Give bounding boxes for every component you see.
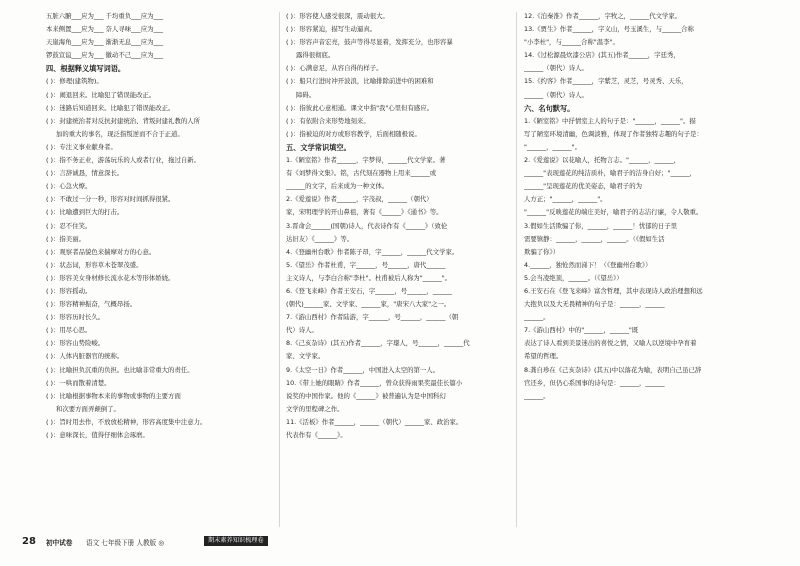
question-line: 家，宋明理学的开山鼻祖，著有《______》《通书》等。 [286, 208, 443, 217]
question-line: 五脏六腑___应为___ 千均重负___应为___ [46, 12, 164, 20]
question-line: ( )：形容历时长久。 [46, 313, 105, 322]
question-line: ( )：船只行进时冲开波浪，比喻排除前进中的困难和 [286, 77, 434, 86]
question-line: ( )：修理(建筑物)。 [46, 77, 103, 86]
question-line: 4.《登幽州台歌》作者陈子昂，字______，______代文学家。 [286, 247, 459, 256]
question-line: 人方正；"______，______"。 [524, 195, 607, 204]
question-line: ______。 [524, 313, 550, 322]
question-line: 锣鼓宣谊___应为___ 徽动不己___应为___ [46, 51, 164, 60]
question-line: 主义诗人，与李白合称"李杜"。杜甫被后人称为"______"。 [286, 273, 452, 282]
question-line: ( )：形容声音宏亮，鼓声等得尽显着，发挥充分，也形容暴 [286, 38, 453, 47]
question-line: ( )：指彼此心意相通。课文中指"我"心里但有感应。 [286, 103, 434, 112]
column-divider-1 [279, 12, 280, 527]
book-name: 初中试卷 [46, 539, 73, 547]
question-line: ( )：迷路后知道回来。比喻犯了错误能改正。 [46, 103, 175, 112]
question-line: "______，______"。 [524, 142, 582, 151]
question-line: 文学的里程碑之作。 [286, 404, 344, 413]
section-heading: 四、根据释义填写词语。 [46, 64, 126, 74]
question-line: ( )：比喻根据事物本来的事物或事物的主要方面 [46, 391, 181, 400]
question-line: ( )：闹退回来。比喻犯了错误能改正。 [46, 90, 156, 99]
question-line: ( )：形容精神振奋，气概昂扬。 [46, 300, 137, 309]
question-line: ( )：有依附合来形势地刻来。 [286, 116, 370, 125]
question-line: ( )：旨时用去作，不放放松精神，形容高度集中注意力。 [46, 417, 207, 426]
question-line: ( )：心急火燎。 [46, 182, 92, 191]
question-line: 7.《游山西村》中的"______，______"既 [524, 326, 639, 335]
question-line: ( )：言辞诚恳，情意深长。 [46, 169, 124, 178]
question-line: ( )：专注义事业献身者。 [46, 142, 117, 151]
right-column [524, 10, 760, 403]
question-line: 1.《陋室铭》作者______，字梦得，______代文学家。著 [286, 156, 446, 165]
question-line: 4.______，独怆然而涕下！（《登幽州台歌》） [524, 260, 652, 269]
question-line: 希望的哲理。 [524, 352, 563, 361]
volume-badge: 期末素养知识梳理卷 [204, 536, 268, 546]
question-line: ( )：形容山势险峻。 [46, 339, 105, 348]
question-line: 5.《望岳》作者杜甫，字______，号______，唐代______ [286, 260, 446, 269]
question-line: 6.《登飞来峰》作者王安石，字______，号______，______ [286, 286, 452, 295]
question-line: ( )：形容美女身材修长流水花木等形体娇娆。 [46, 273, 175, 282]
question-line: 8.《己亥杂诗》(其五)作者______，字璱人，号______，______代 [286, 339, 470, 348]
question-line: ( )：指被迫的对方或形容教学，后面相随极说。 [286, 129, 421, 138]
question-line: 2.《爱莲说》以花喻人，托物言志。"______，______， [524, 156, 681, 165]
question-line: 5.会当凌绝顶，______。（《望岳》） [524, 273, 623, 282]
question-line: ______"表现莲花的纯洁质朴，喻君子的洁身自好；"______， [524, 169, 697, 178]
question-line: "小李杜"，与______合称"温李"。 [524, 38, 619, 47]
question-line: ( )：形容紧迫，描写生动逼真。 [286, 25, 377, 34]
question-line: ( )：形容使人感受很深，震动很大。 [286, 12, 389, 20]
question-line: 写了陋室环境清幽，色调淡雅，体现了作者独特志趣的句子是： [524, 129, 703, 138]
section-heading: 五、文学常识填空。 [286, 142, 351, 152]
question-line: 本来侧置___应为___ 奈人寻味___应为___ [46, 25, 164, 34]
question-line: 9.《太空一日》作者______，中国进入太空的第一人。 [286, 365, 440, 374]
question-line: 3.晋命会______(国朝)诗人，代表诗作有《______》（致伦 [286, 221, 448, 230]
question-line: ( )：忍不住笑。 [46, 221, 92, 230]
question-line: 和次要方面弄颠倒了。 [56, 404, 120, 413]
question-line: 6.王安石在《登飞来峰》富含哲理，其中表现诗人政治理想和远 [524, 286, 703, 295]
question-line: 障碍。 [296, 90, 316, 99]
question-line: ______"呈现莲花的优美姿态，喻君子的为 [524, 182, 642, 191]
question-line: ( )：人体内脏器官的统称。 [46, 352, 124, 361]
question-line: 14.《过松源晨炊漆公店》(其五)作者______，字廷秀， [524, 51, 680, 60]
left-column [46, 10, 272, 442]
question-line: 7.《游山西村》作者陆游，字______，号______，______（朝 [286, 313, 459, 322]
question-line: ______（朝代）诗人。 [524, 90, 588, 99]
question-line: ( )：指不务正业，游荡玩乐的人或者行业，拖过自新。 [46, 156, 201, 165]
section-heading: 六、名句默写。 [524, 103, 575, 113]
question-line: 露得很彻底。 [296, 51, 335, 60]
middle-column [286, 10, 508, 442]
question-line: 有《刘梦得文集》。铭，古代刻在器物上用来______或 [286, 169, 437, 178]
question-line: ( )：意味深长，值得仔细体会琢磨。 [46, 431, 149, 439]
question-line: 表达了诗人看到美景迷出的喜悦之情，又喻人以逆境中孕育着 [524, 339, 697, 348]
question-line: ( )：形容摇动。 [46, 286, 92, 295]
question-line: ( )：比喻遭到巨大的打击。 [46, 208, 124, 217]
question-line: 欺骗了你》） [524, 247, 560, 256]
question-line: 加的重大的事名，现泛指叛逆而不合于正道。 [56, 129, 184, 138]
question-line: 13.《贾生》作者______，字义山，号玉溪生，与______合称 [524, 25, 694, 34]
question-line: ( )：比喻担负沉重的负担。也比喻非常重大的责任。 [46, 365, 194, 374]
question-line: ______的文字，后来成为一种文体。 [286, 182, 389, 191]
question-line: ( )：心满意足，从容自得的样子。 [286, 64, 383, 73]
question-line: ( )：封建统治者对反抗封建统治、背叛封建礼教的人所 [46, 116, 201, 125]
book-info: 语文 七年级下册 人教版 ◎ [86, 539, 164, 547]
question-line: 代）诗人。 [286, 326, 318, 335]
question-line: 说奖的中国作家。他的《______》被普遍认为是中国科幻 [286, 391, 446, 400]
column-divider-2 [516, 12, 517, 527]
question-line: 1.《陋室铭》中抒情室主人的句子是："______，______"。描 [524, 116, 696, 125]
question-line: 代表作有《______》。 [286, 431, 347, 439]
question-line: 8.龚自珍在《己亥杂诗》(其五)中以落花为喻，表明自己虽已辞 [524, 365, 702, 374]
question-line: ______（朝代）诗人。 [524, 64, 588, 73]
question-line: 10.《带上她的眼睛》作者______，曾众获得雨果奖最佳长篇小 [286, 378, 463, 387]
question-line: 12.《泊秦淮》作者______，字牧之，______代文学家。 [524, 12, 682, 20]
question-line: ( )：不敢过一分一秒，形容对时间抓得很紧。 [46, 195, 175, 204]
question-line: 需要镇静：______，______，______。（《假如生活 [524, 234, 665, 243]
question-line: ( )：指美丽。 [46, 234, 85, 243]
question-line: 达旧友）《______》等。 [286, 234, 354, 243]
question-line: 3.假如生活欺骗了你，______，______！忧郁的日子里 [524, 221, 678, 230]
question-line: "______"反映莲花的端庄美好，喻君子的志洁行廉，令人敬重。 [524, 208, 703, 217]
page-number: 28 [22, 536, 36, 547]
question-line: ( )：观察者品貌色来揣摩对方的心意。 [46, 247, 156, 256]
question-line: ______。 [524, 391, 550, 400]
question-line: ( )：一哄而散着清楚。 [46, 378, 111, 387]
question-line: 天崖海角___应为___ 渐渐无息___应为___ [46, 38, 164, 47]
page-footer [0, 534, 800, 554]
question-line: 2.《爱莲说》作者______，字茂叔，______（朝代） [286, 195, 433, 204]
question-line: 家、文学家。 [286, 352, 325, 361]
question-line: 大抱负以及大无畏精神的句子是：______，______ [524, 300, 665, 309]
question-line: ( )：状态词，形容草木苍翠茂盛。 [46, 260, 143, 269]
question-line: 11.《活板》作者______，______（朝代）______家、政治家。 [286, 417, 463, 426]
question-line: (朝代)______家、文学家、______家，"唐宋八大家"之一。 [286, 300, 451, 309]
question-line: ( )：用尽心思。 [46, 326, 92, 335]
question-line: 15.《约客》作者______，字紫芝，灵芝，号灵秀、天乐， [524, 77, 688, 86]
question-line: 官还乡，但仍心系国事的诗句是：______，______ [524, 378, 665, 387]
